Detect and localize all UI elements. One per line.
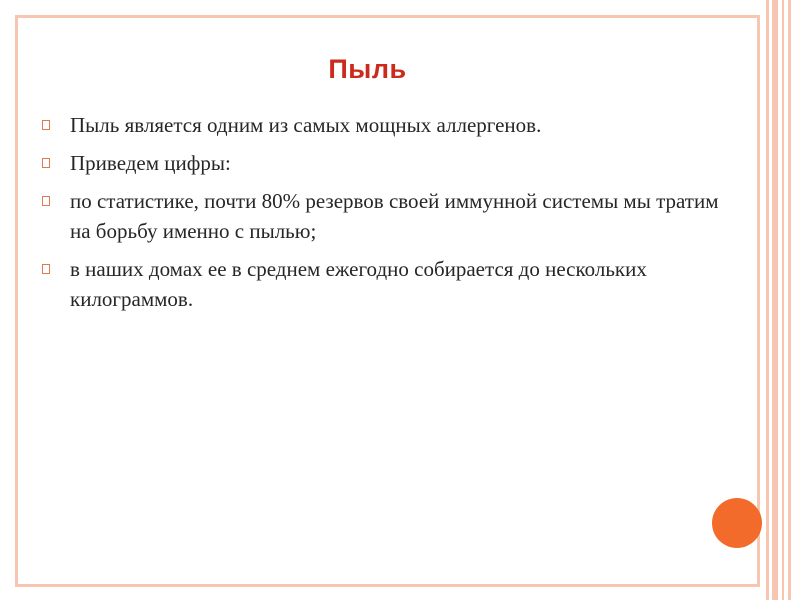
slide-title: Пыль xyxy=(328,54,407,84)
decorative-stripe xyxy=(772,0,778,600)
bullet-text: Пыль является одним из самых мощных аллергенов. xyxy=(70,113,542,137)
frame-bottom-border xyxy=(15,584,760,587)
bullet-square-icon xyxy=(42,158,50,168)
decorative-stripe xyxy=(766,0,769,600)
decorative-stripe xyxy=(788,0,791,600)
bullet-item xyxy=(40,254,730,314)
bullet-item xyxy=(40,186,730,246)
bullet-square-icon xyxy=(42,196,50,206)
bullet-list xyxy=(40,110,730,322)
bullet-item xyxy=(40,110,730,140)
bullet-item xyxy=(40,148,730,178)
bullet-text: Приведем цифры: xyxy=(70,151,231,175)
accent-circle xyxy=(712,498,762,548)
bullet-square-icon xyxy=(42,120,50,130)
frame-right-border xyxy=(757,15,760,587)
bullet-square-icon xyxy=(42,264,50,274)
bullet-text: в наших домах ее в среднем ежегодно собирается до нескольких килограммов. xyxy=(70,257,647,311)
frame-left-border xyxy=(15,15,18,587)
decorative-stripe xyxy=(782,0,784,600)
bullet-text: по статистике, почти 80% резервов своей иммунной системы мы тратим на борьбу именно с пылью; xyxy=(70,189,719,243)
frame-top-border xyxy=(15,15,760,18)
